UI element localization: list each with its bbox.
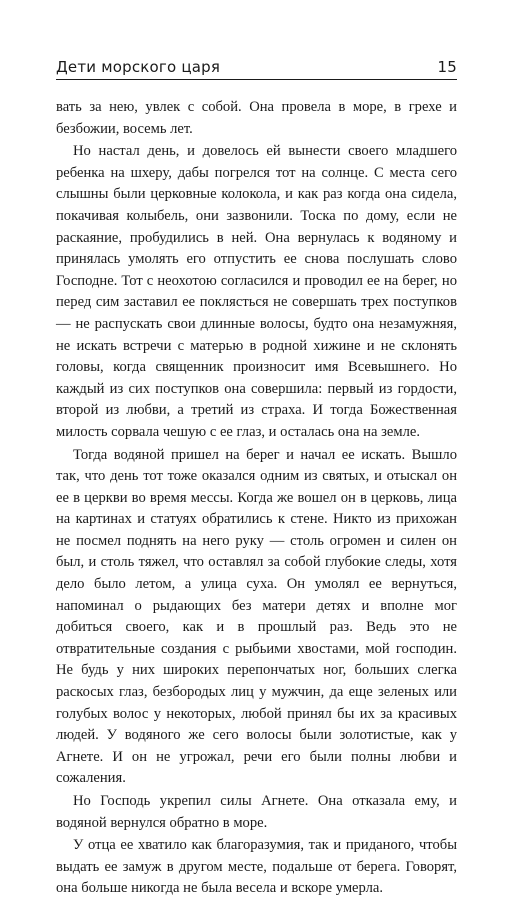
paragraph-1: вать за нею, увлек с собой. Она провела в море, в грехе и безбожии, восемь лет.	[56, 99, 457, 137]
body-text	[56, 97, 457, 901]
chapter-title: Дети морского царя	[56, 58, 221, 76]
paragraph-3: Тогда водяной пришел на берег и начал ее искать. Вышло так, что день тот тоже оказался одним из святых, и отыскал он ее в церкви во время мессы. Когда же вошел он в церковь, лица на картинах и статуях обратились к стене. Никто из прихожан не посмел поднять на него руку — столь огромен и силен он был, и столь тяжел, что оставлял за собой глубокие следы, хотя дело было летом, а улица суха. Он умолял ее вернуться, напоминал о рыдающих без матери детях и вполне мог добиться своего, как и в прошлый раз. Ведь это не отвратительные создания с рыбьими хвостами, мой господин. Не будь у них широких перепончатых ног, больших слегка раскосых глаз, безбородых лиц у мужчин, да еще зеленых или голубых волос у некоторых, любой принял бы их за красивых людей. У водяного же сего волосы были золотистые, как у Агнете. И он не угрожал, речи его были полны любви и сожаления.	[56, 446, 457, 787]
paragraph-5: У отца ее хватило как благоразумия, так и приданого, чтобы выдать ее замуж в другом месте, подальше от берега. Говорят, она больше никогда не была весела и вскоре умерла.	[56, 837, 457, 897]
page-number: 15	[437, 58, 457, 76]
running-header	[56, 54, 457, 80]
paragraph-4: Но Господь укрепил силы Агнете. Она отказала ему, и водяной вернулся обратно в море.	[56, 793, 457, 831]
paragraph-2: Но настал день, и довелось ей вынести своего младшего ребенка на шхеру, дабы погрелся тот на солнце. С места сего слышны были церковные колокола, и как раз когда она сидела, покачивая колыбель, они зазвонили. Тоска по дому, если не раскаяние, пробудились в ней. Она вернулась к водяному и принялась умолять его отпустить ее снова послушать слово Господне. Тот с неохотою согласился и проводил ее на берег, но перед сим заставил ее поклясться не совершать трех поступков — не распускать свои длинные волосы, будто она незамужняя, не искать встречи с матерью в родной хижине и не склонять головы, когда священник произносит имя Всевышнего. Но каждый из сих поступков она совершила: первый из гордости, второй из любви, а третий из страха. И тогда Божественная милость сорвала чешую с ее глаз, и осталась она на земле.	[56, 143, 457, 440]
